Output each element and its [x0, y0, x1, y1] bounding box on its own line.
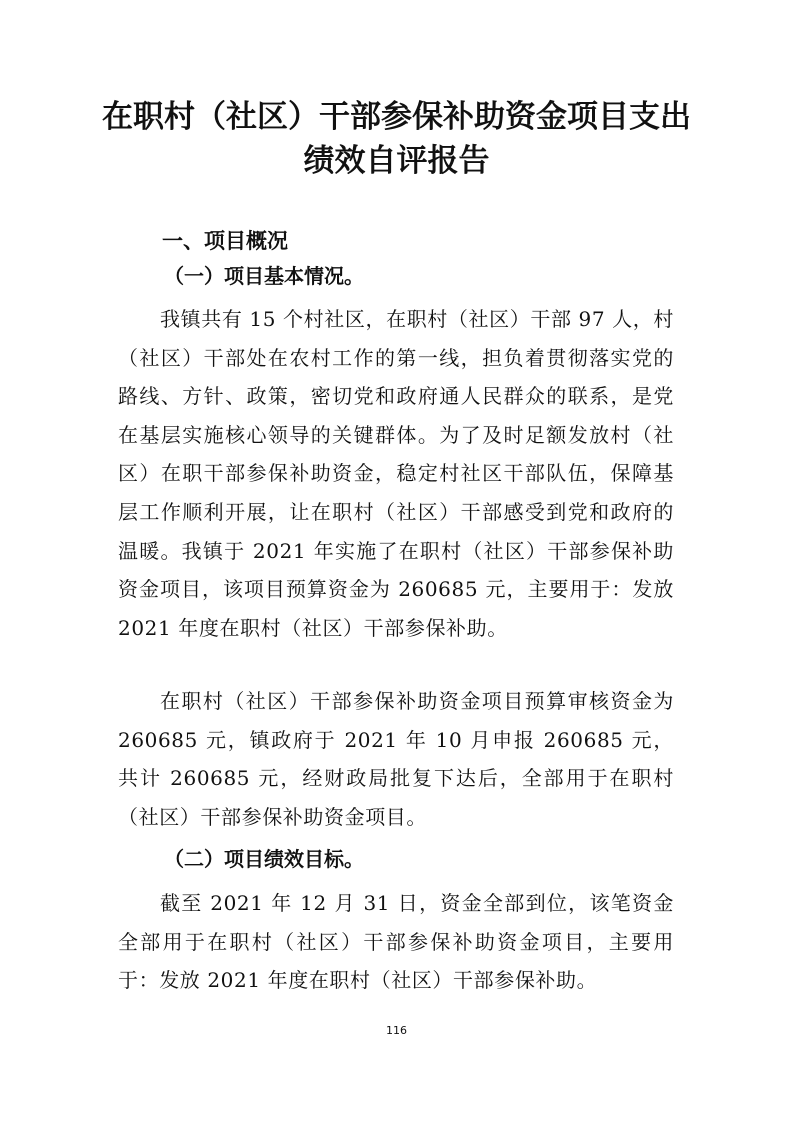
subsection-heading-performance-goals: （二）项目绩效目标。: [164, 847, 364, 871]
section-heading-project-overview: 一、项目概况: [162, 229, 288, 253]
paragraph-performance-goals: 截至 2021 年 12 月 31 日，资金全部到位，该笔资金全部用于在职村（社区）干部参保补助资金项目，主要用于：发放 2021 年度在职村（社区）干部参保补助。: [118, 891, 674, 993]
report-title-line-2: 绩效自评报告: [303, 143, 490, 179]
page-number: 116: [386, 1024, 407, 1037]
paragraph-budget: 在职村（社区）干部参保补助资金项目预算审核资金为 260685 元，镇政府于 2021 年 10 月申报 260685 元，共计 260685 元，经财政局批复下达后，全部用于在职村（社区）干部参保补助资金项目。: [118, 689, 674, 829]
report-title-line-1: 在职村（社区）干部参保补助资金项目支出: [102, 99, 691, 135]
subsection-heading-basic-info: （一）项目基本情况。: [164, 264, 364, 288]
paragraph-basic-info: 我镇共有 15 个村社区，在职村（社区）干部 97 人，村（社区）干部处在农村工作的第一线，担负着贯彻落实党的路线、方针、政策，密切党和政府通人民群众的联系，是党在基层实施核心领导的关键群体。为了及时足额发放村（社区）在职干部参保补助资金，稳定村社区干部队伍，保障基层工作顺利开展，让在职村（社区）干部感受到党和政府的温暖。我镇于 2021 年实施了在职村（社区）干部参保补助资金项目，该项目预算资金为 260685 元，主要用于：发放 2021 年度在职村（社区）干部参保补助。: [118, 307, 674, 640]
